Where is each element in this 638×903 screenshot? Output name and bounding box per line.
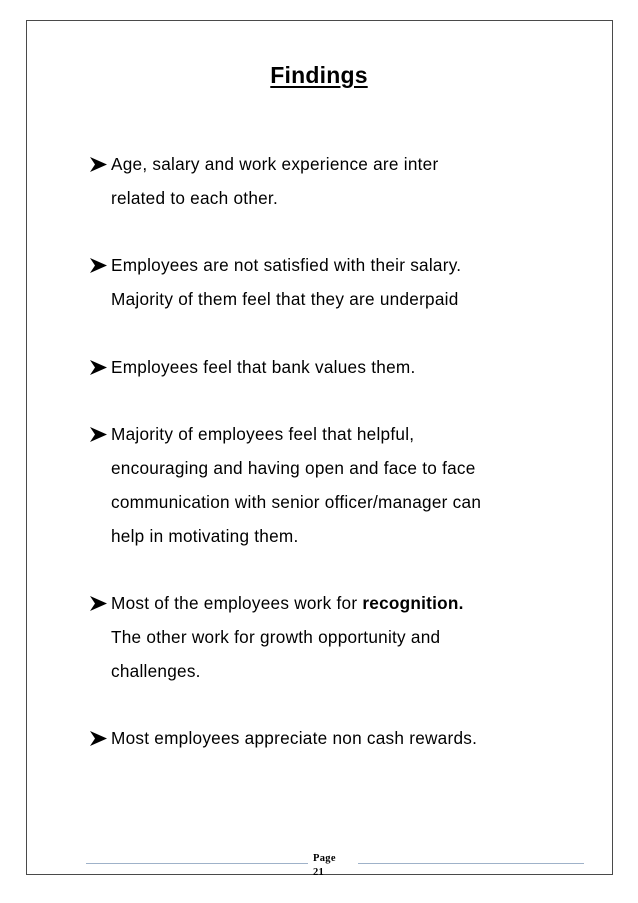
list-item [90,553,590,688]
list-item [90,384,590,553]
arrow-bullet-icon [90,215,109,307]
findings-list [90,114,590,756]
finding-emphasis: recognition. [362,593,464,614]
footer-rule-left [86,863,308,864]
arrow-bullet-icon [90,689,109,781]
finding-text: Employees feel that bank values them. [111,356,416,377]
page-label: Page [313,853,336,864]
page-title: Findings [270,62,368,88]
arrow-bullet-icon [90,114,109,206]
list-item [90,689,590,757]
list-item [90,317,590,385]
arrow-bullet-icon [90,553,109,645]
page-number [313,852,353,880]
list-item [90,114,590,215]
page-number-value: 21 [313,867,325,878]
finding-text: Majority of employees feel that helpful, encouraging and having open and face to face communication with senior officer/manager can help in motivating them. [111,424,482,546]
finding-text: Most employees appreciate non cash rewards. [111,728,478,749]
finding-text-before: Most of the employees work for [111,593,363,614]
arrow-bullet-icon [90,384,109,476]
list-item [90,215,590,316]
finding-text: Employees are not satisfied with their salary. Majority of them feel that they are underpaid [111,255,462,309]
footer-rule-right [358,863,584,864]
finding-text: Age, salary and work experience are inter related to each other. [111,153,439,208]
finding-text-after: The other work for growth opportunity and challenges. [111,626,441,681]
